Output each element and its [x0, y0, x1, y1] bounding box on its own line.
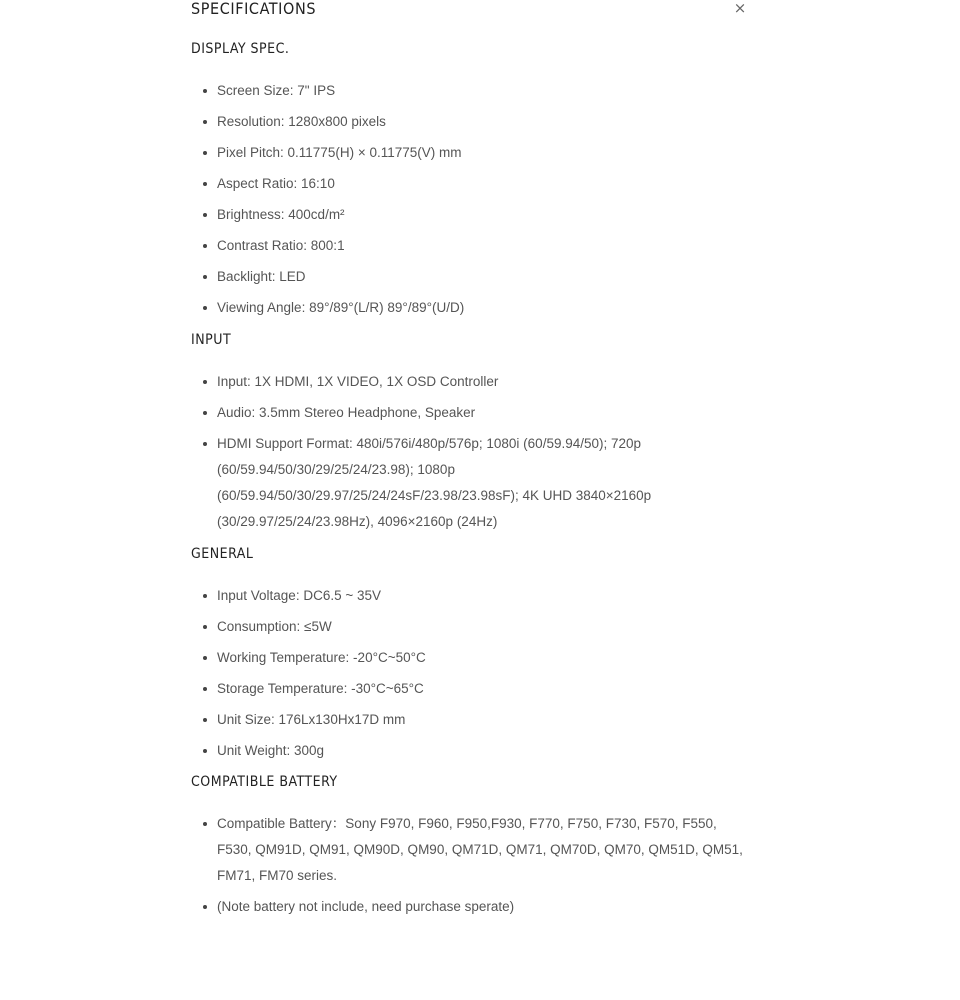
display-spec-heading: DISPLAY SPEC.	[191, 41, 290, 57]
spec-item-brightness: Brightness: 400cd/m²	[191, 202, 751, 228]
panel-title: SPECIFICATIONS	[191, 0, 317, 18]
spec-item-battery-note: (Note battery not include, need purchase sperate)	[191, 894, 751, 920]
spec-item-input-voltage: Input Voltage: DC6.5 ~ 35V	[191, 583, 751, 609]
general-heading: GENERAL	[191, 546, 254, 562]
display-spec-list	[191, 78, 751, 321]
input-section	[191, 331, 751, 540]
spec-item-unit-size: Unit Size: 176Lx130Hx17D mm	[191, 707, 751, 733]
spec-item-contrast-ratio: Contrast Ratio: 800:1	[191, 233, 751, 259]
spec-item-resolution: Resolution: 1280x800 pixels	[191, 109, 751, 135]
spec-item-working-temperature: Working Temperature: -20°C~50°C	[191, 645, 751, 671]
spec-item-input: Input: 1X HDMI, 1X VIDEO, 1X OSD Controller	[191, 369, 751, 395]
spec-item-backlight: Backlight: LED	[191, 264, 751, 290]
panel-header	[191, 0, 751, 22]
spec-item-pixel-pitch: Pixel Pitch: 0.11775(H) × 0.11775(V) mm	[191, 140, 751, 166]
specifications-panel	[191, 0, 751, 914]
input-spec-list	[191, 369, 751, 535]
battery-spec-list	[191, 811, 751, 920]
compatible-battery-heading: COMPATIBLE BATTERY	[191, 774, 338, 790]
spec-item-screen-size: Screen Size: 7" IPS	[191, 78, 751, 104]
spec-item-consumption: Consumption: ≤5W	[191, 614, 751, 640]
spec-item-hdmi-format: HDMI Support Format: 480i/576i/480p/576p; 1080i (60/59.94/50); 720p (60/59.94/50/30/29/25/24/23.98); 1080p (60/59.94/50/30/29.97/25/24/24sF/23.98/23.98sF); 4K UHD 3840×2160p (30/29.97/25/24/23.98Hz), 4096×2160p (24Hz)	[191, 431, 751, 535]
general-spec-list	[191, 583, 751, 764]
compatible-battery-section	[191, 773, 751, 925]
display-spec-section	[191, 40, 751, 326]
close-button[interactable]: ×	[731, 0, 749, 17]
spec-item-storage-temperature: Storage Temperature: -30°C~65°C	[191, 676, 751, 702]
general-section	[191, 545, 751, 769]
spec-item-audio: Audio: 3.5mm Stereo Headphone, Speaker	[191, 400, 751, 426]
spec-item-compatible-battery: Compatible Battery：Sony F970, F960, F950,F930, F770, F750, F730, F570, F550, F530, QM91D, QM91, QM90D, QM90, QM71D, QM71, QM70D, QM70, QM51D, QM51, FM71, FM70 series.	[191, 811, 751, 889]
input-heading: INPUT	[191, 332, 232, 348]
spec-item-viewing-angle: Viewing Angle: 89°/89°(L/R) 89°/89°(U/D)	[191, 295, 751, 321]
spec-item-aspect-ratio: Aspect Ratio: 16:10	[191, 171, 751, 197]
spec-item-unit-weight: Unit Weight: 300g	[191, 738, 751, 764]
